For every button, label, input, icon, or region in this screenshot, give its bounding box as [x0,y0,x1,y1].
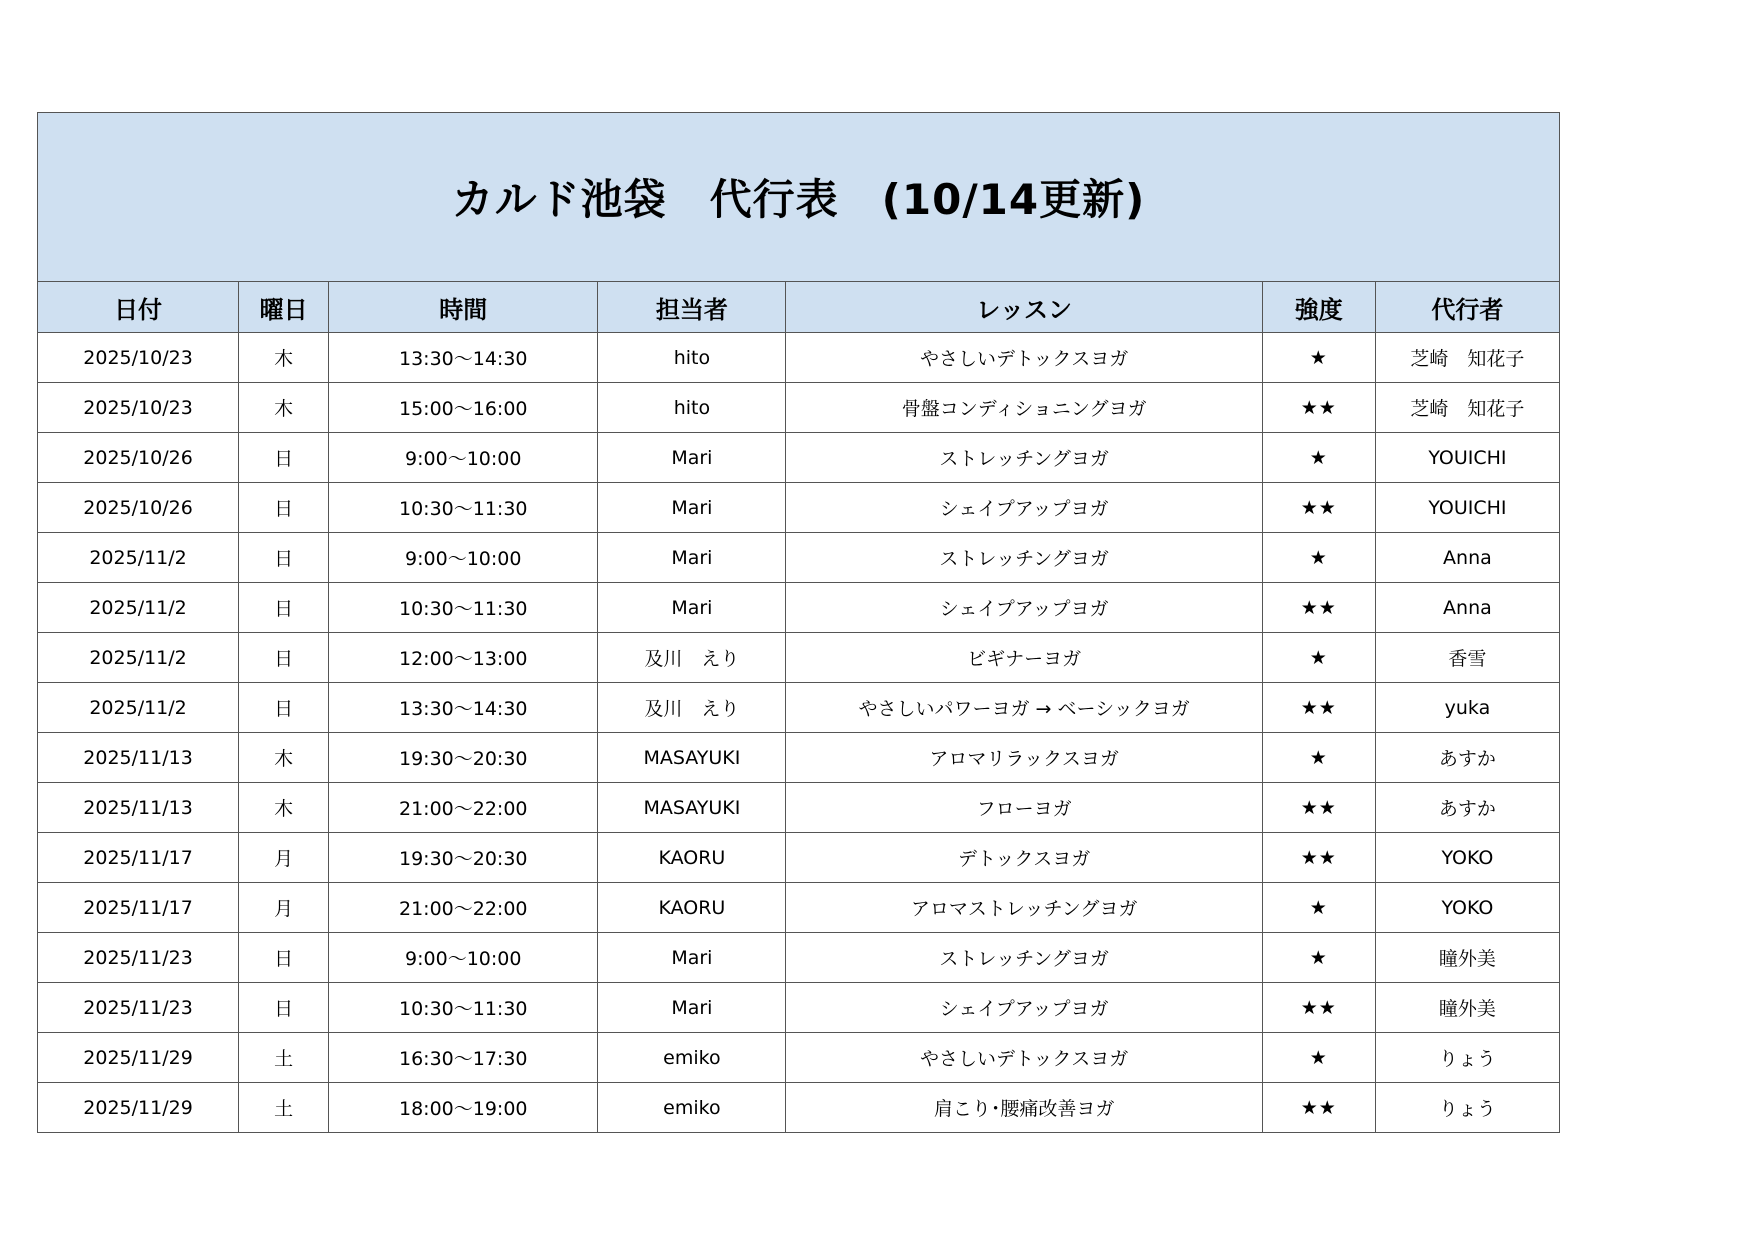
table-row [38,833,1560,883]
table-row [38,933,1560,983]
substitute-cell: YOKO [1375,883,1559,933]
date-cell: 2025/11/2 [38,583,239,633]
time-cell: 9:00～10:00 [329,933,598,983]
weekday-cell: 日 [239,933,329,983]
page-title: カルド池袋 代行表 (10/14更新) [38,113,1560,282]
table-row [38,1083,1560,1133]
time-cell: 10:30～11:30 [329,983,598,1033]
table-row [38,733,1560,783]
lesson-cell: 肩こり･腰痛改善ヨガ [786,1083,1262,1133]
time-cell: 15:00～16:00 [329,383,598,433]
date-cell: 2025/11/2 [38,683,239,733]
time-cell: 19:30～20:30 [329,733,598,783]
substitute-cell: Anna [1375,583,1559,633]
weekday-cell: 日 [239,433,329,483]
substitute-cell: Anna [1375,533,1559,583]
weekday-cell: 日 [239,483,329,533]
title-row [38,113,1560,282]
lesson-cell: やさしいパワーヨガ → ベーシックヨガ [786,683,1262,733]
time-cell: 10:30～11:30 [329,483,598,533]
intensity-cell: ★ [1262,333,1375,383]
date-cell: 2025/11/23 [38,983,239,1033]
weekday-cell: 月 [239,833,329,883]
instructor-cell: KAORU [598,883,786,933]
intensity-cell: ★★ [1262,983,1375,1033]
lesson-cell: アロマストレッチングヨガ [786,883,1262,933]
lesson-cell: ビギナーヨガ [786,633,1262,683]
intensity-cell: ★ [1262,1033,1375,1083]
substitute-cell: あすか [1375,783,1559,833]
header-intensity: 強度 [1262,282,1375,333]
lesson-cell: ストレッチングヨガ [786,433,1262,483]
date-cell: 2025/11/2 [38,633,239,683]
substitute-cell: りょう [1375,1033,1559,1083]
substitute-cell: 瞳外美 [1375,983,1559,1033]
time-cell: 13:30～14:30 [329,683,598,733]
instructor-cell: MASAYUKI [598,783,786,833]
time-cell: 19:30～20:30 [329,833,598,883]
date-cell: 2025/11/2 [38,533,239,583]
intensity-cell: ★★ [1262,483,1375,533]
lesson-cell: ストレッチングヨガ [786,933,1262,983]
date-cell: 2025/11/17 [38,833,239,883]
substitute-cell: りょう [1375,1083,1559,1133]
table-row [38,883,1560,933]
instructor-cell: Mari [598,483,786,533]
date-cell: 2025/11/29 [38,1033,239,1083]
date-cell: 2025/10/26 [38,483,239,533]
table-row [38,683,1560,733]
instructor-cell: Mari [598,533,786,583]
instructor-cell: emiko [598,1083,786,1133]
lesson-cell: シェイプアップヨガ [786,583,1262,633]
header-weekday: 曜日 [239,282,329,333]
time-cell: 12:00～13:00 [329,633,598,683]
weekday-cell: 日 [239,533,329,583]
table-row [38,483,1560,533]
substitute-cell: あすか [1375,733,1559,783]
intensity-cell: ★★ [1262,683,1375,733]
table-row [38,1033,1560,1083]
table-row [38,383,1560,433]
weekday-cell: 土 [239,1083,329,1133]
instructor-cell: hito [598,383,786,433]
date-cell: 2025/10/26 [38,433,239,483]
weekday-cell: 日 [239,683,329,733]
lesson-cell: デトックスヨガ [786,833,1262,883]
intensity-cell: ★ [1262,433,1375,483]
intensity-cell: ★★ [1262,583,1375,633]
date-cell: 2025/11/23 [38,933,239,983]
date-cell: 2025/10/23 [38,383,239,433]
intensity-cell: ★★ [1262,783,1375,833]
substitute-cell: YOUICHI [1375,483,1559,533]
table-row [38,333,1560,383]
weekday-cell: 土 [239,1033,329,1083]
weekday-cell: 日 [239,583,329,633]
time-cell: 9:00～10:00 [329,433,598,483]
time-cell: 10:30～11:30 [329,583,598,633]
instructor-cell: emiko [598,1033,786,1083]
intensity-cell: ★ [1262,883,1375,933]
instructor-cell: hito [598,333,786,383]
lesson-cell: アロマリラックスヨガ [786,733,1262,783]
substitute-cell: YOKO [1375,833,1559,883]
substitute-cell: yuka [1375,683,1559,733]
header-lesson: レッスン [786,282,1262,333]
lesson-cell: やさしいデトックスヨガ [786,333,1262,383]
weekday-cell: 木 [239,383,329,433]
date-cell: 2025/11/13 [38,733,239,783]
table-row [38,633,1560,683]
time-cell: 18:00～19:00 [329,1083,598,1133]
weekday-cell: 日 [239,983,329,1033]
table-row [38,783,1560,833]
weekday-cell: 木 [239,733,329,783]
instructor-cell: Mari [598,933,786,983]
time-cell: 21:00～22:00 [329,883,598,933]
time-cell: 16:30～17:30 [329,1033,598,1083]
lesson-cell: やさしいデトックスヨガ [786,1033,1262,1083]
time-cell: 9:00～10:00 [329,533,598,583]
lesson-cell: シェイプアップヨガ [786,983,1262,1033]
header-time: 時間 [329,282,598,333]
lesson-cell: 骨盤コンディショニングヨガ [786,383,1262,433]
header-date: 日付 [38,282,239,333]
weekday-cell: 月 [239,883,329,933]
intensity-cell: ★★ [1262,833,1375,883]
weekday-cell: 木 [239,333,329,383]
table-row [38,983,1560,1033]
weekday-cell: 日 [239,633,329,683]
intensity-cell: ★ [1262,633,1375,683]
table-row [38,583,1560,633]
time-cell: 21:00～22:00 [329,783,598,833]
lesson-cell: ストレッチングヨガ [786,533,1262,583]
instructor-cell: 及川 えり [598,633,786,683]
date-cell: 2025/11/13 [38,783,239,833]
intensity-cell: ★★ [1262,383,1375,433]
intensity-cell: ★ [1262,533,1375,583]
time-cell: 13:30～14:30 [329,333,598,383]
instructor-cell: Mari [598,433,786,483]
intensity-cell: ★ [1262,733,1375,783]
substitute-cell: 香雪 [1375,633,1559,683]
intensity-cell: ★★ [1262,1083,1375,1133]
weekday-cell: 木 [239,783,329,833]
instructor-cell: Mari [598,983,786,1033]
intensity-cell: ★ [1262,933,1375,983]
table-row [38,433,1560,483]
substitute-cell: 芝崎 知花子 [1375,383,1559,433]
header-row [38,282,1560,333]
table-row [38,533,1560,583]
date-cell: 2025/11/17 [38,883,239,933]
instructor-cell: MASAYUKI [598,733,786,783]
substitute-cell: 芝崎 知花子 [1375,333,1559,383]
header-substitute: 代行者 [1375,282,1559,333]
substitute-cell: YOUICHI [1375,433,1559,483]
lesson-cell: シェイプアップヨガ [786,483,1262,533]
date-cell: 2025/10/23 [38,333,239,383]
instructor-cell: Mari [598,583,786,633]
date-cell: 2025/11/29 [38,1083,239,1133]
substitute-cell: 瞳外美 [1375,933,1559,983]
lesson-cell: フローヨガ [786,783,1262,833]
instructor-cell: 及川 えり [598,683,786,733]
instructor-cell: KAORU [598,833,786,883]
substitute-schedule-table [37,112,1560,1133]
header-instructor: 担当者 [598,282,786,333]
